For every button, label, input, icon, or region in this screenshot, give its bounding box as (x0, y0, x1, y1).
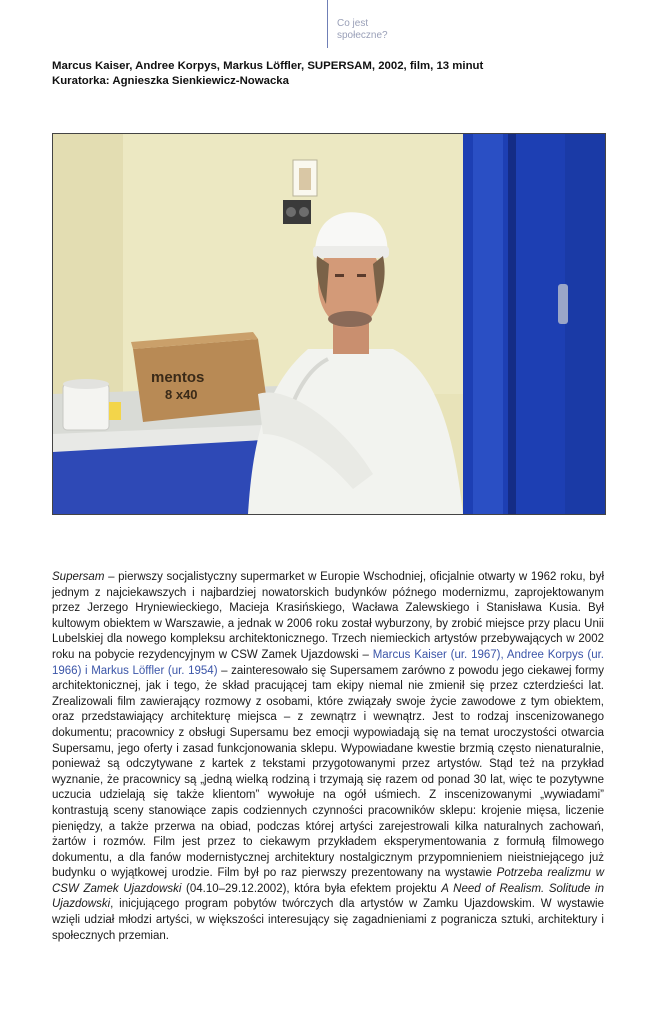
exhibition-title: Potrzeba realizmu w CSW Zamek Ujazdowski (52, 867, 604, 895)
series-title-line-2: społeczne? (337, 30, 388, 41)
curator-credit: Kuratorka: Agnieszka Sienkiewicz-Nowacka (52, 75, 289, 87)
work-heading (52, 59, 612, 89)
artists-link[interactable]: Marcus Kaiser (ur. 1967), Andree Korpys (ur. 1966) i Markus Löffler (ur. 1954) (52, 648, 604, 677)
body-text-part-1: – pierwszy socjalistyczny supermarket w Europie Wschodniej, oficjalnie otwarty w 1962 roku, był jednym z najciekawszych i najbardziej nowatorskich budynków późnego modernizmu, zaprojektowanym przez Jerzego Hryniewieckiego, Macieja Krasińskiego, Wacława Zalewskiego i Stanisława Kusia. Był kultowym obiektem w Warszawie, a jednak w 2006 roku został wyburzony, by zrobić miejsce przy placu Unii Lubelskiej dla nowego kompleksu architektonicznego. Trzech niemieckich artystów przebywających w 2002 roku na pobycie rezydencyjnym w CSW Zamek Ujazdowski – (52, 571, 604, 661)
body-text-part-3: (04.10–29.12.2002), która była efektem projektu (181, 882, 442, 895)
box-brand-label: mentos (151, 369, 205, 386)
supersam-title: Supersam (52, 571, 105, 583)
header-divider-line (327, 0, 328, 48)
project-title: A Need of Realism. Solitude in Ujazdowski (52, 882, 604, 911)
box-count-label: 8 x40 (165, 387, 198, 402)
film-still-photo (52, 133, 606, 515)
body-text-part-4: , inicjującego program pobytów twórczych dla artystów w Zamku Ujazdowskim. W wystawie wzięli udział młodzi artyści, w większości interesujący się zagadnieniami z pogranicza sztuki, architektury i społecznych przemian. (52, 898, 604, 942)
series-title (337, 18, 388, 42)
work-credits: Marcus Kaiser, Andree Korpys, Markus Löffler, SUPERSAM, 2002, film, 13 minut (52, 60, 484, 72)
series-title-line-1: Co jest (337, 18, 369, 29)
body-text-part-2: – zainteresowało się Supersamem zarówno z powodu jego ciekawej formy architektonicznej, jak i tego, że skład pracującej tam ekipy niemal nie zmienił się przez czterdzieści lat. Zrealizowali film zawierający rozmowy z osobami, które związały swoje życie zawodowe z tym obiektem, oraz przedstawiający architekturę miejsca – z zewnątrz i wewnątrz. Jest to rodzaj inscenizowanego dokumentu; pracownicy z obsługi Supersamu bez emocji wypowiadają się na temat uroczystości otwarcia Supersamu, jego oferty i zasad funkcjonowania sklepu. Wypowiadane kwestie brzmią często nienaturalnie, ponieważ są odczytywane z kartek z tekstami przygotowanymi przez artystów. Stąd też na przykład wyznanie, że pracownicy są „jedną wielką rodziną i trzymają się razem od ponad 30 lat, więc te pozytywne uczucia udzielają się także klientom” wywołuje na ogół uśmiech. Z inscenizowanymi „wywiadami” kontrastują sceny stanowiące zapis codziennych czynności pracowników sklepu: krojenie mięsa, liczenie pieniędzy, a także przerwa na obiad, podczas której artyści zarejestrowali kilka naturalnych zachowań, żartów i rozmów. Film jest przez to ciekawym przykładem eksperymentowania z formułą filmowego dokumentu, a dla fanów modernistycznej architektury nostalgicznym przypomnieniem nieistniejącego już budynku o wyjątkowej urodzie. Film był po raz pierwszy prezentowany na wystawie (52, 664, 604, 880)
article-body (52, 570, 604, 944)
film-still-illustration (53, 134, 605, 514)
